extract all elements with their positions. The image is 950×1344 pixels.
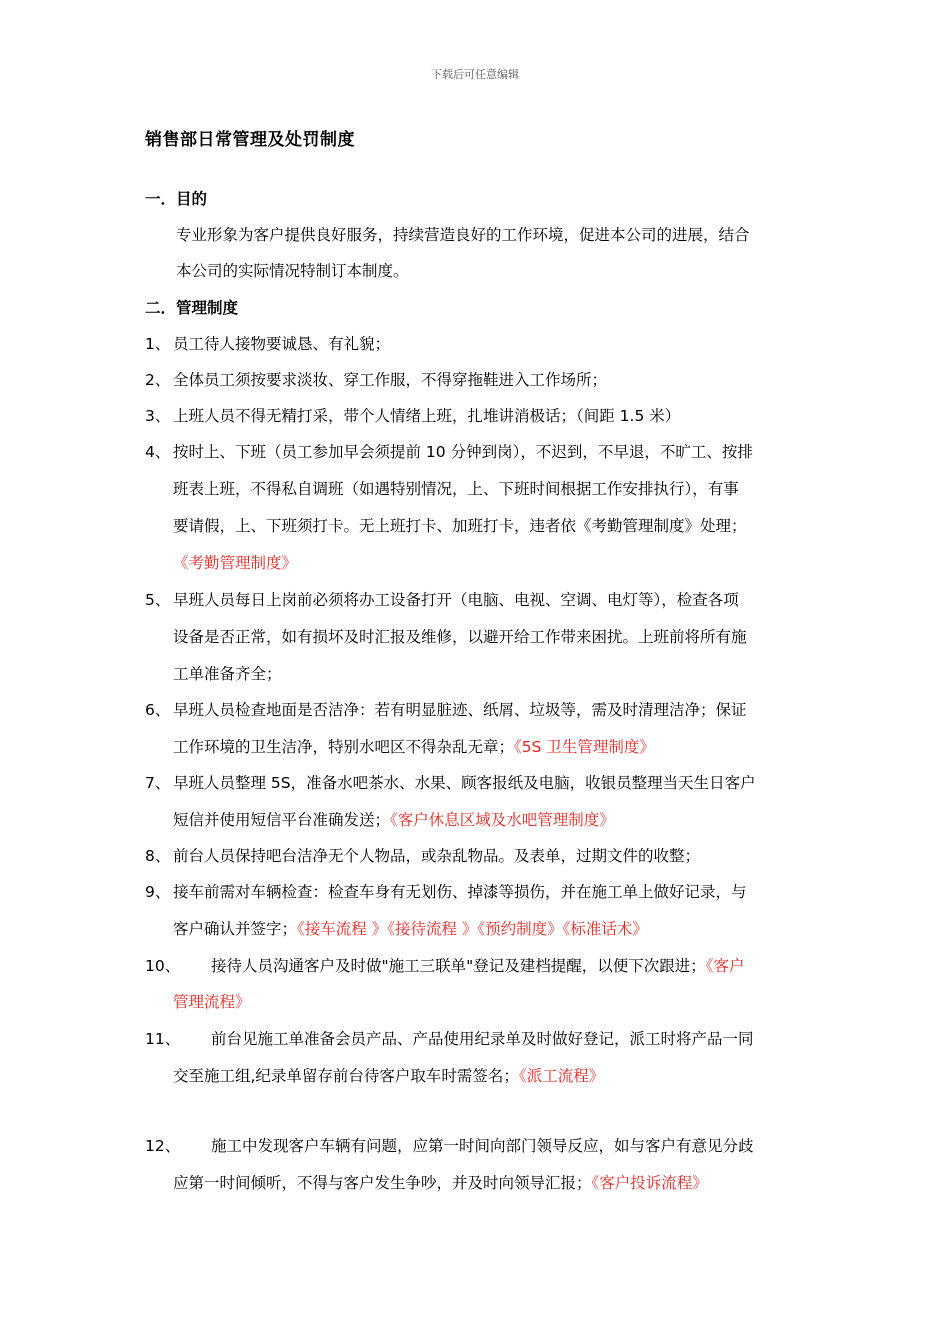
reference-link: 《客户 [705,957,745,975]
reference-link: 《客户投诉流程》 [591,1174,708,1192]
item-text-continuation: 工单准备齐全； [173,665,282,683]
item-text: 施工中发现客户车辆有问题，应第一时间向部门领导反应，如与客户有意见分歧 [211,1137,754,1155]
section-heading-rules: 二．管理制度 [145,299,239,317]
rule-item [145,772,756,794]
rule-item [145,881,747,903]
item-number: 6、 [145,701,171,719]
rule-item [145,333,390,355]
item-text: 短信并使用短信平台准确发送； [173,811,391,829]
item-number: 9、 [145,883,171,901]
item-number: 12、 [145,1137,181,1155]
item-number: 5、 [145,591,171,609]
reference-link: 《客户休息区域及水吧管理制度》 [390,811,615,829]
rule-item [145,405,680,427]
item-number: 4、 [145,443,171,461]
rule-item [145,589,739,611]
reference-link: 《派工流程》 [518,1067,605,1085]
rule-item [145,699,747,721]
item-text: 员工待人接物要诚恳、有礼貌； [173,335,391,353]
item-text: 上班人员不得无精打采，带个人情绪上班，扎堆讲消极话；（间距 1.5 米） [173,407,681,425]
item-text: 早班人员每日上岗前必须将办工设备打开（电脑、电视、空调、电灯等），检查各项 [173,591,739,609]
item-text: 工作环境的卫生洁净，特别水吧区不得杂乱无章； [173,738,515,756]
purpose-text-line: 专业形象为客户提供良好服务，持续营造良好的工作环境，促进本公司的进展，结合 [176,226,750,244]
item-number: 11、 [145,1030,181,1048]
rule-item [145,845,700,867]
item-number: 10、 [145,957,181,975]
item-number: 8、 [145,847,171,865]
item-text: 交至施工组,纪录单留存前台待客户取车时需签名； [173,1067,519,1085]
item-text: 全体员工须按要求淡妆、穿工作服，不得穿拖鞋进入工作场所； [173,371,608,389]
item-number: 3、 [145,407,171,425]
rule-item [145,955,745,977]
document-title: 销售部日常管理及处罚制度 [145,130,355,150]
reference-link: 《接车流程 》《接待流程 》《预约制度》《标准话术》 [297,920,648,938]
rule-item [145,1135,754,1157]
item-text: 早班人员整理 5S，准备水吧茶水、水果、顾客报纸及电脑，收银员整理当天生日客户 [173,774,756,792]
rule-item [145,1028,754,1050]
section-heading-purpose: 一．目的 [145,190,208,208]
item-text-continuation [173,1065,604,1087]
item-text: 接车前需对车辆检查：检查车身有无划伤、掉漆等损伤，并在施工单上做好记录，与 [173,883,747,901]
header-note: 下载后可任意编辑 [431,68,519,81]
item-text-continuation [173,918,648,940]
item-text-continuation [173,1172,708,1194]
item-number: 2、 [145,371,171,389]
purpose-text-line: 本公司的实际情况特制订本制度。 [176,262,409,280]
item-text-continuation: 班表上班，不得私自调班（如遇特别情况，上、下班时间根据工作安排执行），有事 [173,480,739,498]
item-number: 1、 [145,335,171,353]
reference-link: 《5S 卫生管理制度》 [514,738,655,756]
item-text: 按时上、下班（员工参加早会须提前 10 分钟到岗），不迟到，不早退，不旷工、按排 [173,443,753,461]
item-text: 应第一时间倾听，不得与客户发生争吵，并及时向领导汇报； [173,1174,592,1192]
item-text-continuation [173,736,655,758]
reference-link: 《考勤管理制度》 [173,554,298,572]
item-text-continuation: 要请假，上、下班须打卡。无上班打卡、加班打卡，违者依《考勤管理制度》处理； [173,517,747,535]
item-text-continuation [173,809,615,831]
item-text: 早班人员检查地面是否洁净：若有明显脏迹、纸屑、垃圾等，需及时清理洁净；保证 [173,701,747,719]
item-text-continuation: 设备是否正常，如有损坏及时汇报及维修，以避开给工作带来困扰。上班前将所有施 [173,628,747,646]
item-text: 前台见施工单准备会员产品、产品使用纪录单及时做好登记，派工时将产品一同 [211,1030,754,1048]
reference-link: 管理流程》 [173,993,251,1011]
item-text: 前台人员保持吧台洁净无个人物品，或杂乱物品。及表单，过期文件的收整； [173,847,701,865]
rule-item [145,369,607,391]
rule-item [145,441,753,463]
item-text: 客户确认并签字； [173,920,298,938]
item-text: 接待人员沟通客户及时做"施工三联单"登记及建档提醒，以便下次跟进； [211,957,706,975]
item-number: 7、 [145,774,171,792]
